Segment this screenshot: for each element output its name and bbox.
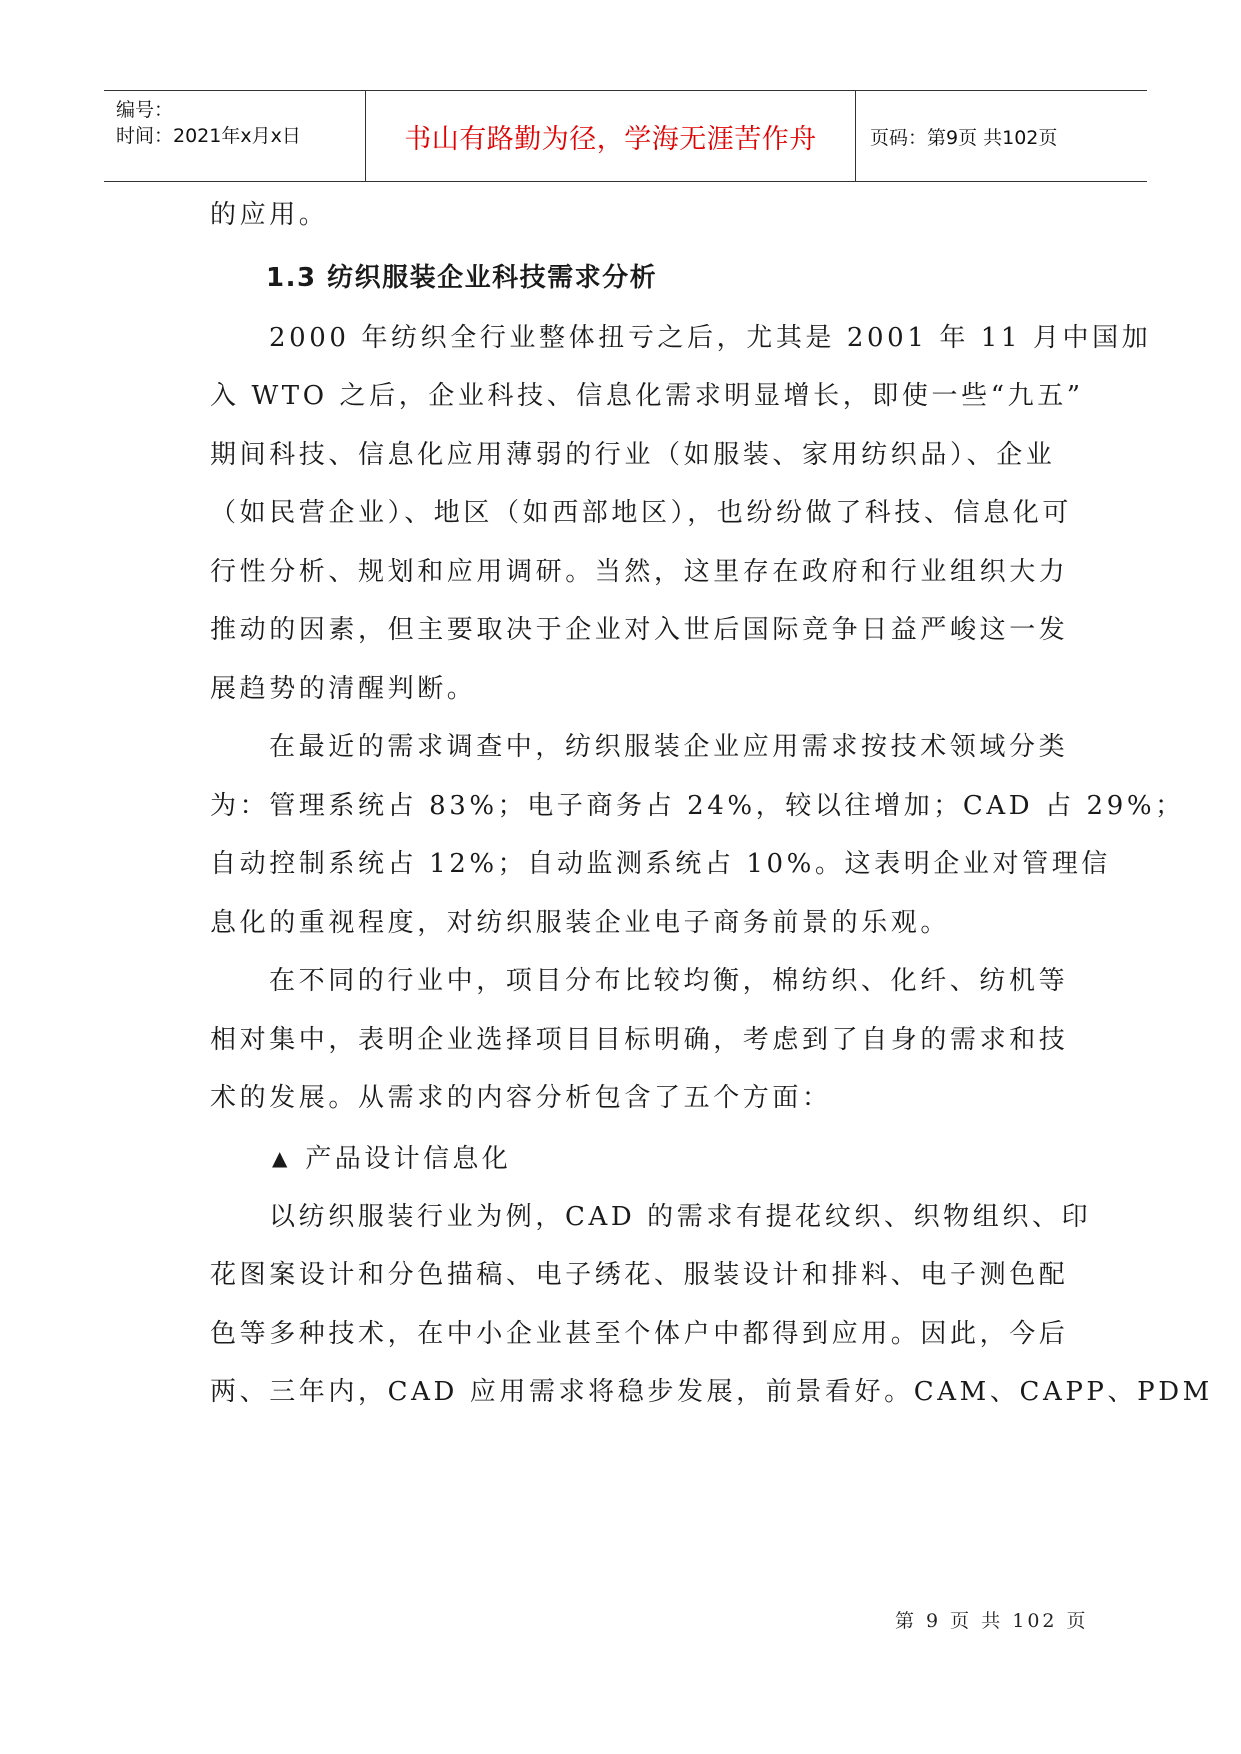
paragraph-line: 的应用。 bbox=[210, 200, 329, 230]
paragraph-line: 相对集中，表明企业选择项目目标明确，考虑到了自身的需求和技 bbox=[210, 1024, 1069, 1055]
paragraph-line: 推动的因素，但主要取决于企业对入世后国际竞争日益严峻这一发 bbox=[210, 615, 1069, 645]
paragraph-line: 在最近的需求调查中，纺织服装企业应用需求按技术领域分类 bbox=[269, 732, 1069, 762]
paragraph-line: 术的发展。从需求的内容分析包含了五个方面： bbox=[210, 1083, 832, 1113]
paragraph-line: 以纺织服装行业为例，CAD 的需求有提花纹织、织物组织、印 bbox=[269, 1201, 1092, 1232]
paragraph-line: （如民营企业）、地区（如西部地区），也纷纷做了科技、信息化可 bbox=[210, 498, 1073, 528]
header-info-cell bbox=[104, 91, 366, 181]
paragraph-line: 2000 年纺织全行业整体扭亏之后，尤其是 2001 年 11 月中国加 bbox=[269, 322, 1152, 353]
paragraph-line: 入 WTO 之后，企业科技、信息化需求明显增长，即使一些“九五” bbox=[210, 381, 1084, 411]
paragraph-line: 花图案设计和分色描稿、电子绣花、服装设计和排料、电子测色配 bbox=[210, 1260, 1069, 1290]
paragraph-line: 色等多种技术，在中小企业甚至个体户中都得到应用。因此，今后 bbox=[210, 1318, 1069, 1349]
paragraph-line: 两、三年内，CAD 应用需求将稳步发展，前景看好。CAM、CAPP、PDM bbox=[210, 1377, 1213, 1407]
bullet-item bbox=[210, 1128, 1060, 1188]
page-header bbox=[104, 90, 1147, 182]
bullet-item-label: 产品设计信息化 bbox=[305, 1143, 512, 1174]
paragraph-line: 行性分析、规划和应用调研。当然，这里存在政府和行业组织大力 bbox=[210, 556, 1069, 587]
paragraph-line: 期间科技、信息化应用薄弱的行业（如服装、家用纺织品）、企业 bbox=[210, 439, 1056, 470]
paragraph-line: 息化的重视程度，对纺织服装企业电子商务前景的乐观。 bbox=[210, 907, 951, 938]
page-footer: 第 9 页 共 102 页 bbox=[895, 1610, 1089, 1632]
paragraph-line: 展趋势的清醒判断。 bbox=[210, 673, 477, 704]
header-motto: 书山有路勤为径，学海无涯苦作舟 bbox=[366, 91, 856, 181]
document-date-label: 时间：2021年x月x日 bbox=[116, 125, 301, 147]
header-page-label: 页码：第9页 共102页 bbox=[870, 126, 1058, 149]
paragraph-line: 在不同的行业中，项目分布比较均衡，棉纺织、化纤、纺机等 bbox=[269, 966, 1069, 996]
triangle-bullet-icon: ▲ bbox=[272, 1145, 288, 1170]
paragraph-line: 自动控制系统占 12%；自动监测系统占 10%。这表明企业对管理信 bbox=[210, 849, 1111, 879]
section-heading: 1.3 纺织服装企业科技需求分析 bbox=[266, 262, 658, 293]
paragraph-line: 为：管理系统占 83%；电子商务占 24%，较以往增加；CAD 占 29%； bbox=[210, 790, 1185, 821]
document-body bbox=[210, 200, 1213, 1422]
document-number-label: 编号： bbox=[116, 99, 174, 121]
